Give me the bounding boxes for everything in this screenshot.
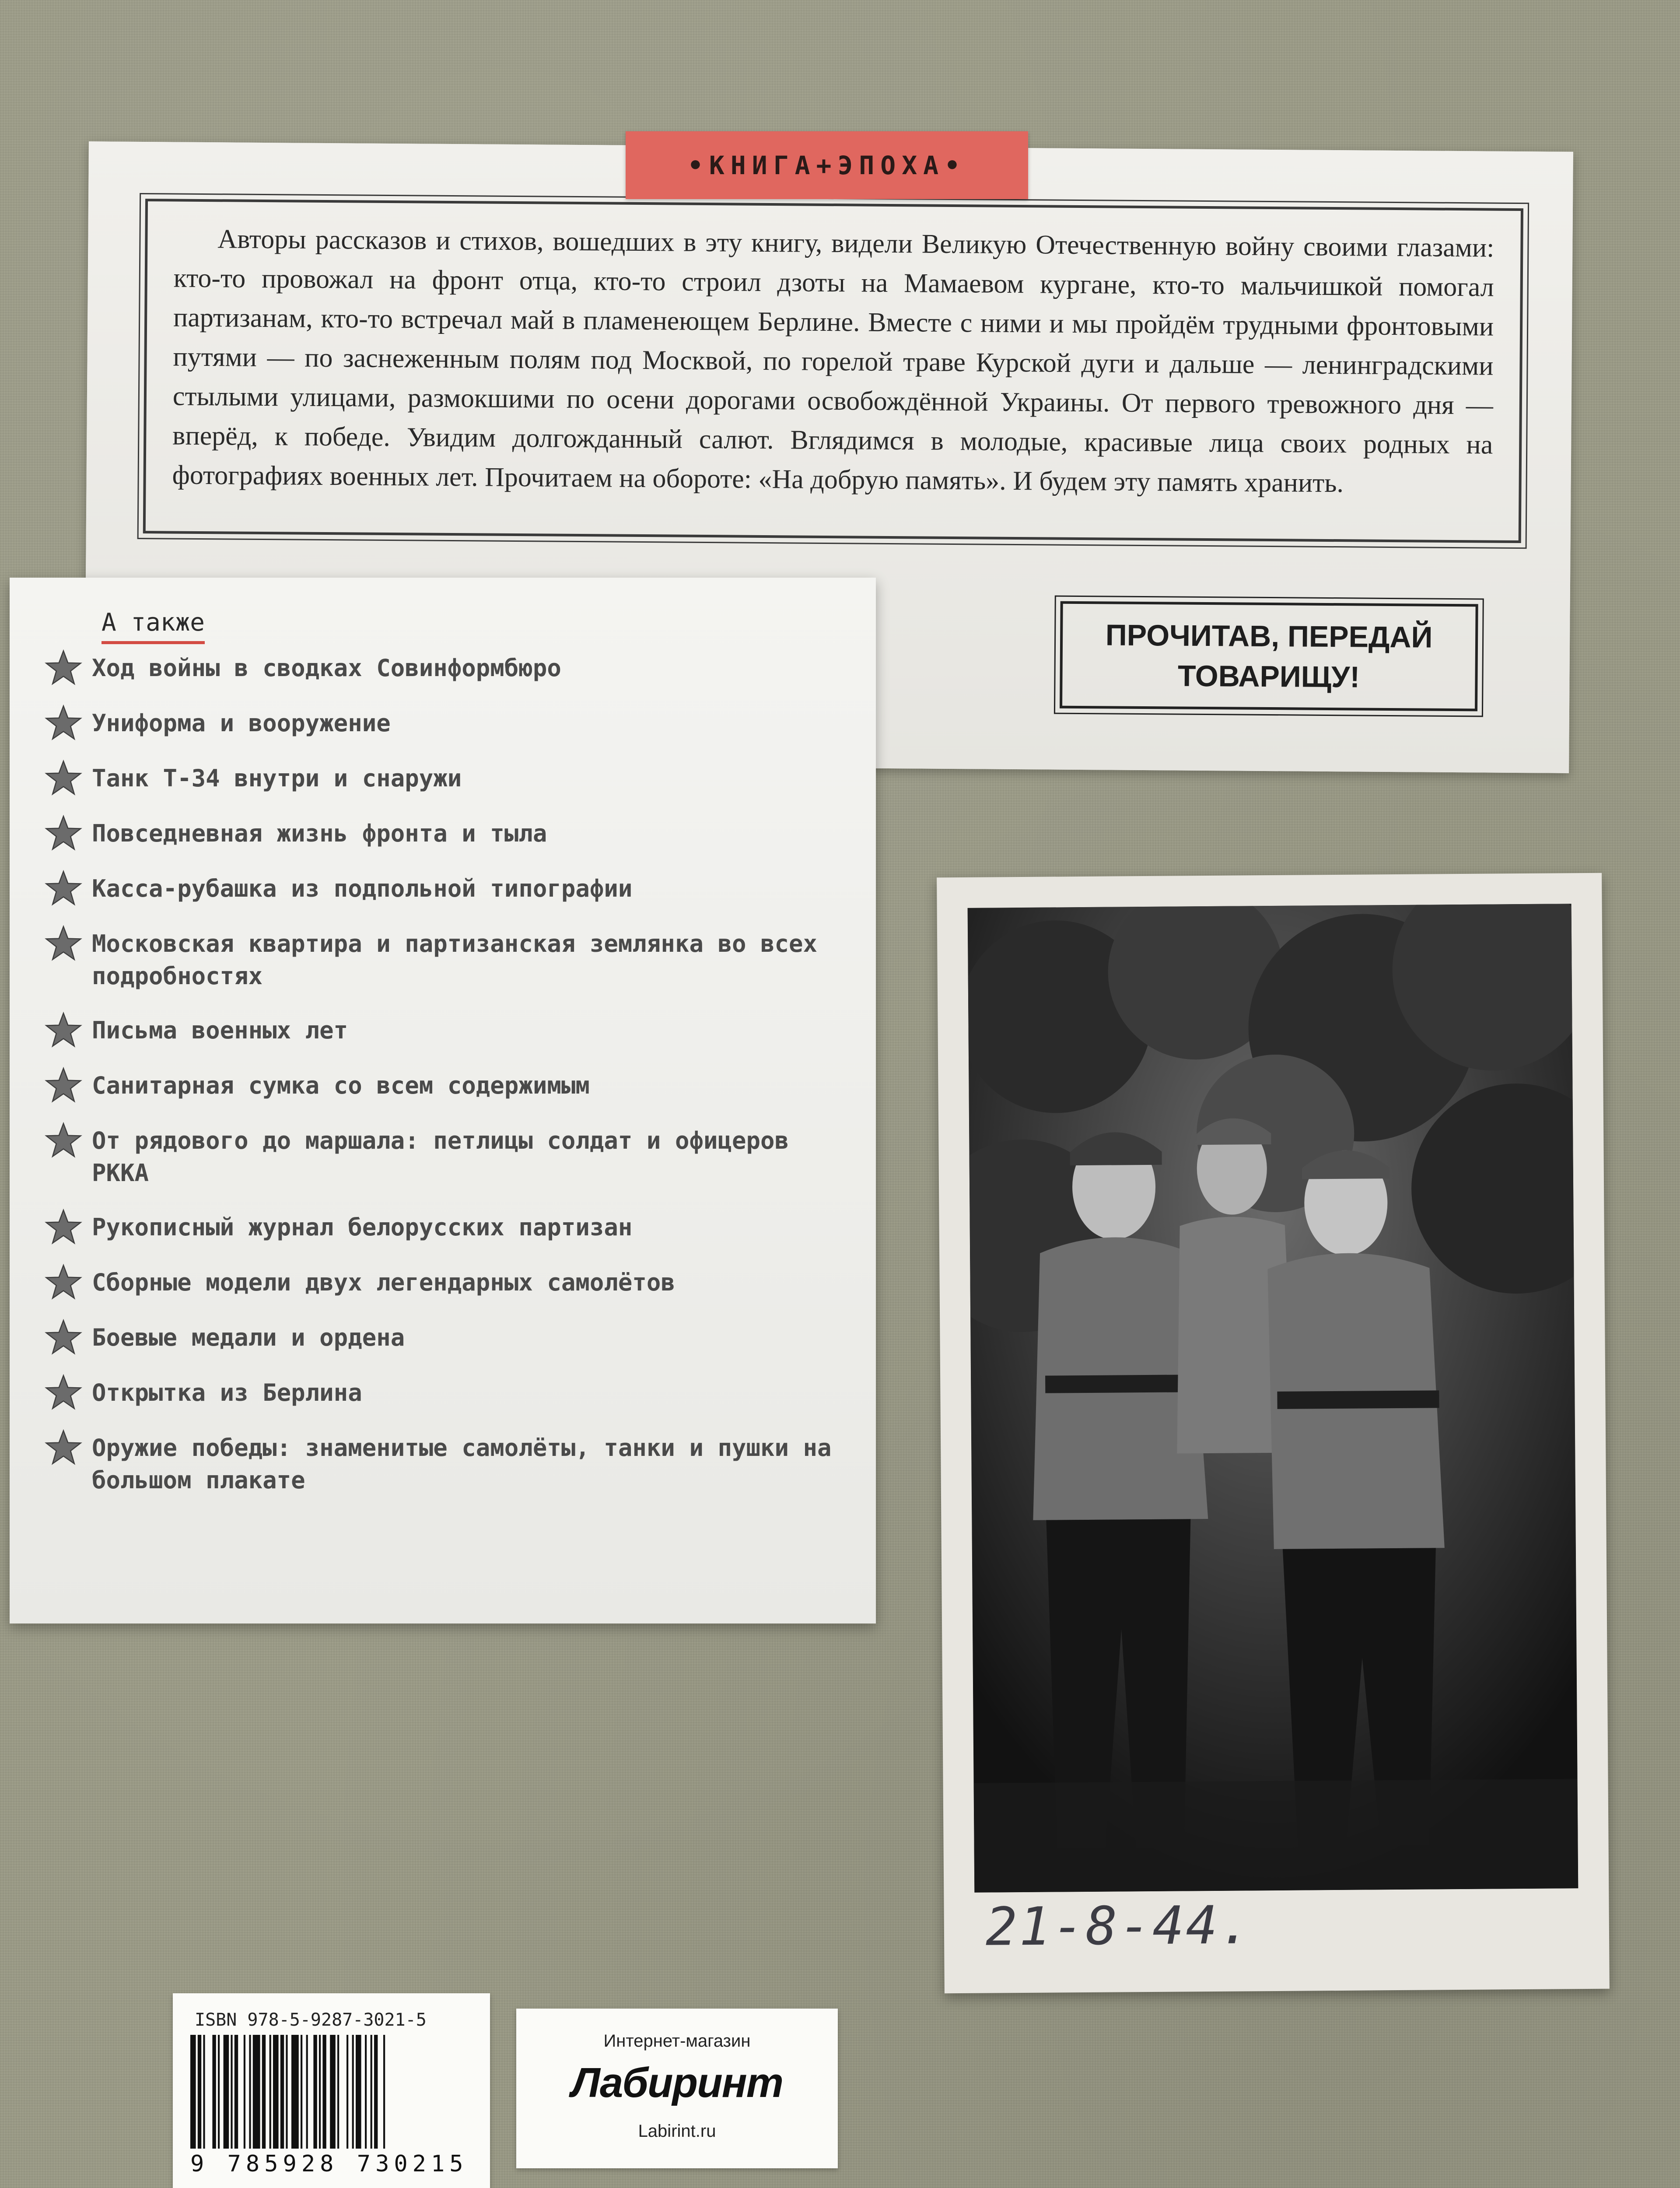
barcode-bar xyxy=(231,2035,232,2149)
barcode-bar xyxy=(190,2035,196,2149)
star-icon xyxy=(45,1374,82,1410)
barcode-bar xyxy=(337,2035,339,2149)
barcode-bar xyxy=(352,2035,354,2149)
barcode-bar xyxy=(330,2035,336,2149)
star-icon xyxy=(45,1429,82,1465)
also-list-item xyxy=(45,928,858,992)
also-list-item xyxy=(45,873,858,906)
star-icon xyxy=(45,925,82,961)
also-list-item xyxy=(45,1266,858,1300)
intro-text: Авторы рассказов и стихов, вошедших в эту книгу, видели Великую Отечественную войну своими глазами: кто-то провожал на фронт отца, кто-то строил дзоты на Мамаевом кургане, кто-то мальчишкой помогал партизанам, кто-то встречал май в пламенеющем Берлине. Вместе с ними и мы пройдём трудными фронтовыми путями — по заснеженным полям под Москвой, по горелой траве Курской дуги и дальше — ленинградскими стылыми улицами, размокшими по осени дорогами освобождённой Украины. От первого тревожного дня — вперёд, к победе. Увидим долгожданный салют. Вглядимся в молодые, красивые лица своих родных на фотографиях военных лет. Прочитаем на обороте: «На добрую память». И будем эту память хранить. xyxy=(172,224,1494,498)
also-item-text: Московская квартира и партизанская землянка во всех подробностях xyxy=(92,930,818,990)
also-list-item xyxy=(45,817,858,851)
barcode-bar xyxy=(291,2035,299,2149)
also-note xyxy=(10,578,876,1623)
stamp-line-2: ТОВАРИЩУ! xyxy=(1177,659,1360,694)
also-list-item xyxy=(45,1125,858,1189)
barcode-bar xyxy=(253,2035,260,2149)
barcode-bar xyxy=(273,2035,279,2149)
shop-sticker xyxy=(516,2009,838,2168)
barcode-bar xyxy=(198,2035,201,2149)
also-list-item xyxy=(45,707,858,740)
also-item-text: Письма военных лет xyxy=(92,1017,348,1044)
photo-card xyxy=(937,873,1610,1994)
also-list-item xyxy=(45,1377,858,1410)
intro-frame xyxy=(143,199,1523,543)
star-icon xyxy=(45,1012,82,1048)
star-icon xyxy=(45,760,82,796)
also-item-text: Открытка из Берлина xyxy=(92,1379,362,1406)
also-item-text: От рядового до маршала: петлицы солдат и офицеров РККА xyxy=(92,1127,789,1187)
also-item-text: Оружие победы: знаменитые самолёты, танки и пушки на большом плакате xyxy=(92,1434,832,1494)
barcode-bar xyxy=(286,2035,287,2149)
star-icon xyxy=(45,1264,82,1300)
barcode-bar xyxy=(346,2035,348,2149)
also-list xyxy=(45,652,858,1518)
also-item-text: Сборные модели двух легендарных самолётов xyxy=(92,1269,675,1296)
star-icon xyxy=(45,1122,82,1158)
barcode-bar xyxy=(319,2035,321,2149)
barcode-bar xyxy=(224,2035,229,2149)
soldiers-photo-illustration xyxy=(968,904,1578,1893)
barcode-bar xyxy=(322,2035,326,2149)
barcode-bar xyxy=(280,2035,284,2149)
also-item-text: Санитарная сумка со всем содержимым xyxy=(92,1072,590,1099)
also-item-text: Боевые медали и ордена xyxy=(92,1324,405,1351)
also-item-text: Ход войны в сводках Совинформбюро xyxy=(92,654,561,682)
star-icon xyxy=(45,1319,82,1355)
shop-caption: Интернет-магазин xyxy=(603,2031,751,2051)
also-item-text: Касса-рубашка из подпольной типографии xyxy=(92,875,633,902)
barcode-bar xyxy=(212,2035,216,2149)
also-heading: А также xyxy=(102,608,205,644)
pass-on-stamp xyxy=(1060,601,1478,712)
also-item-text: Униформа и вооружение xyxy=(92,709,391,737)
also-list-item xyxy=(45,1211,858,1245)
also-list-item xyxy=(45,1432,858,1497)
barcode-bar xyxy=(203,2035,205,2149)
star-icon xyxy=(45,1209,82,1245)
barcode-bar xyxy=(234,2035,238,2149)
barcode-digits: 9 785928 730215 xyxy=(190,2151,468,2177)
star-icon xyxy=(45,815,82,851)
barcode-bar xyxy=(262,2035,266,2149)
also-list-item xyxy=(45,762,858,796)
barcode-bar xyxy=(244,2035,245,2149)
barcode-bar xyxy=(313,2035,317,2149)
barcode-bar xyxy=(218,2035,220,2149)
also-item-text: Повседневная жизнь фронта и тыла xyxy=(92,820,547,847)
star-icon xyxy=(45,1067,82,1103)
barcode-sticker xyxy=(173,1993,490,2188)
also-item-text: Танк Т-34 внутри и снаружи xyxy=(92,764,462,792)
barcode-bar xyxy=(374,2035,378,2149)
barcode-image xyxy=(190,2035,475,2149)
stamp-line-1: ПРОЧИТАВ, ПЕРЕДАЙ xyxy=(1105,618,1433,654)
barcode-bar xyxy=(270,2035,271,2149)
shop-logo: Лабиринт xyxy=(571,2059,783,2106)
barcode-bar xyxy=(249,2035,251,2149)
barcode-bar xyxy=(365,2035,367,2149)
barcode-bar xyxy=(301,2035,302,2149)
barcode-bar xyxy=(306,2035,308,2149)
star-icon xyxy=(45,705,82,740)
photo-date: 21-8-44. xyxy=(985,1895,1253,1958)
shop-url: Labirint.ru xyxy=(638,2121,716,2141)
star-icon xyxy=(45,649,82,685)
also-list-item xyxy=(45,652,858,685)
barcode-bar xyxy=(356,2035,361,2149)
isbn-text: ISBN 978-5-9287-3021-5 xyxy=(195,2010,427,2030)
soldiers-photo xyxy=(968,904,1578,1893)
brand-label: •КНИГА+ЭПОХА• xyxy=(626,131,1028,199)
barcode-bar xyxy=(371,2035,372,2149)
also-list-item xyxy=(45,1322,858,1355)
barcode-bar xyxy=(383,2035,385,2149)
also-list-item xyxy=(45,1014,858,1048)
also-list-item xyxy=(45,1069,858,1103)
also-item-text: Рукописный журнал белорусских партизан xyxy=(92,1213,633,1241)
star-icon xyxy=(45,870,82,906)
